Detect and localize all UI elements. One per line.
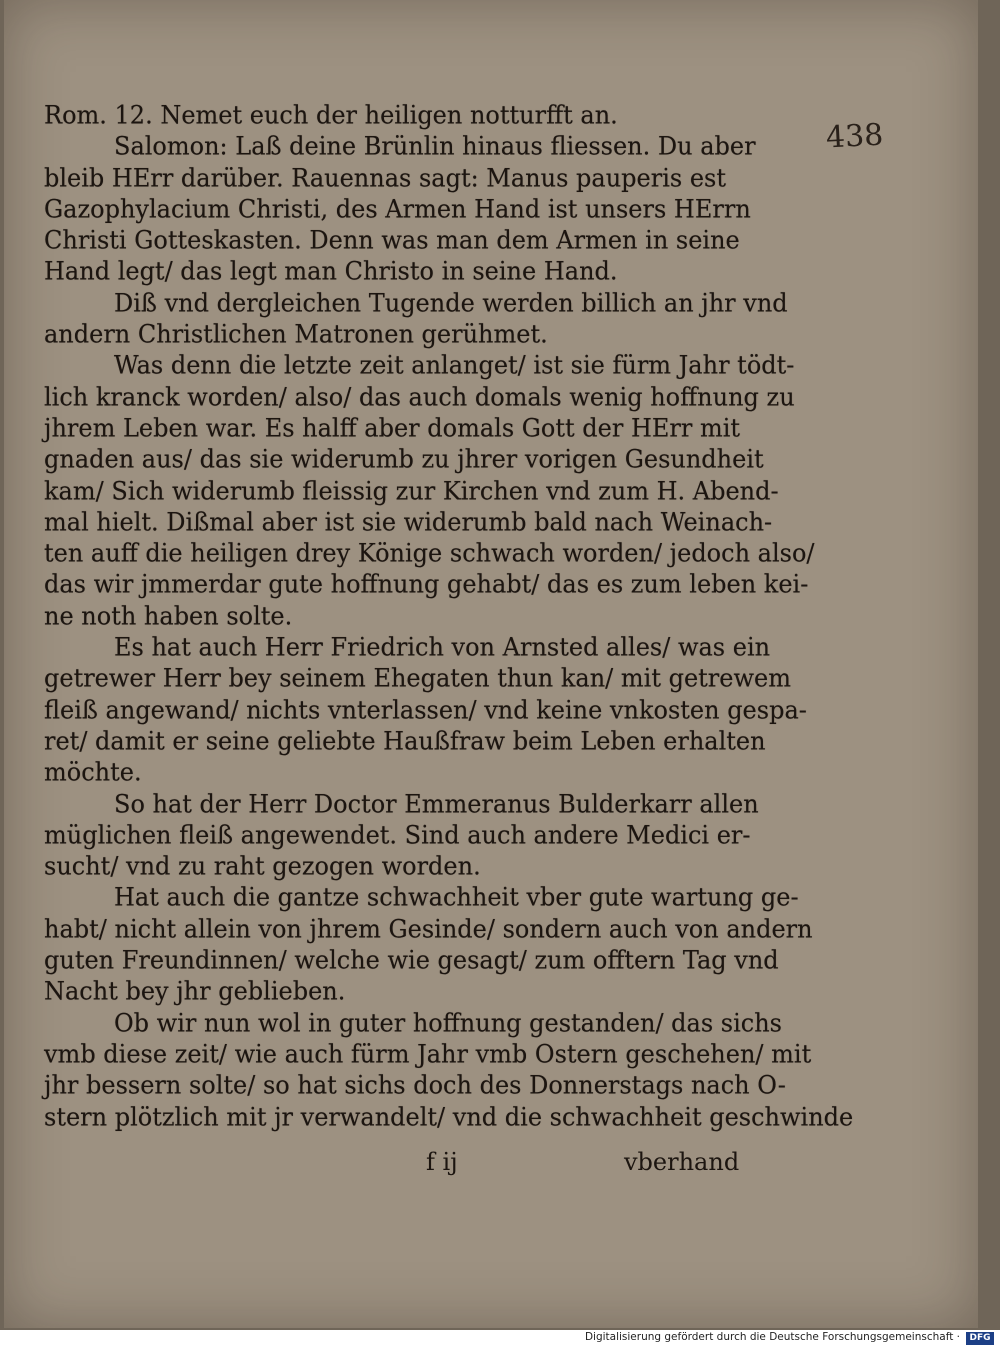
text-line: Rom. 12. Nemet euch der heiligen notturfft an.	[44, 100, 618, 130]
text-line: Gazophylacium Christi, des Armen Hand ist unsers HErrn	[44, 194, 751, 224]
text-line: Hat auch die gantze schwachheit vber gute wartung ge-	[114, 882, 799, 913]
text-line: mal hielt. Dißmal aber ist sie widerumb bald nach Weinach-	[44, 507, 773, 537]
funding-notice: Digitalisierung gefördert durch die Deutsche Forschungsgemeinschaft ·	[584, 1331, 960, 1343]
text-line: andern Christlichen Matronen gerühmet.	[44, 319, 548, 349]
text-line: getrewer Herr bey seinem Ehegaten thun kan/ mit getrewem	[44, 663, 791, 694]
text-line: Was denn die letzte zeit anlanget/ ist sie fürm Jahr tödt-	[114, 350, 795, 381]
text-line: vmb diese zeit/ wie auch fürm Jahr vmb Ostern geschehen/ mit	[44, 1039, 812, 1069]
text-line: müglichen fleiß angewendet. Sind auch andere Medici er-	[44, 820, 751, 850]
text-line: Hand legt/ das legt man Christo in seine Hand.	[44, 256, 618, 287]
text-line: kam/ Sich widerumb fleissig zur Kirchen vnd zum H. Abend-	[44, 475, 779, 506]
text-line: ret/ damit er seine geliebte Haußfraw beim Leben erhalten	[44, 726, 766, 756]
text-line: guten Freundinnen/ welche wie gesagt/ zum offtern Tag vnd	[44, 945, 779, 975]
text-line: Nacht bey jhr geblieben.	[44, 976, 346, 1006]
catchword: vberhand	[624, 1148, 740, 1176]
text-line: fleiß angewand/ nichts vnterlassen/ vnd keine vnkosten gespa-	[44, 694, 807, 725]
text-line: jhr bessern solte/ so hat sichs doch des Donnerstags nach O-	[44, 1070, 786, 1100]
text-line: das wir jmmerdar gute hoffnung gehabt/ das es zum leben kei-	[44, 569, 809, 600]
text-line: Ob wir nun wol in guter hoffnung gestanden/ das sichs	[114, 1007, 782, 1038]
text-line: Es hat auch Herr Friedrich von Arnsted alles/ was ein	[114, 632, 771, 662]
text-line: Diß vnd dergleichen Tugende werden billich an jhr vnd	[114, 288, 788, 318]
text-line: gnaden aus/ das sie widerumb zu jhrer vorigen Gesundheit	[44, 444, 764, 474]
text-line: möchte.	[44, 757, 142, 787]
book-page	[4, 0, 978, 1328]
text-line: Salomon: Laß deine Brünlin hinaus fliessen. Du aber	[114, 131, 756, 161]
text-line: ten auff die heiligen drey Könige schwach worden/ jedoch also/	[44, 538, 815, 568]
page-number: 438	[825, 117, 885, 156]
dfg-logo: DFG	[966, 1332, 994, 1345]
page-text	[44, 100, 854, 1133]
text-line: jhrem Leben war. Es halff aber domals Gott der HErr mit	[44, 413, 741, 443]
text-line: lich kranck worden/ also/ das auch domals wenig hoffnung zu	[44, 381, 795, 412]
text-line: bleib HErr darüber. Rauennas sagt: Manus pauperis est	[44, 162, 726, 193]
text-line: So hat der Herr Doctor Emmeranus Bulderkarr allen	[114, 788, 759, 819]
text-line: ne noth haben solte.	[44, 601, 293, 631]
signature-mark: f ij	[426, 1148, 458, 1176]
text-line: stern plötzlich mit jr verwandelt/ vnd die schwachheit geschwinde	[44, 1101, 854, 1132]
footer-bar	[0, 1330, 1000, 1348]
text-line: Christi Gotteskasten. Denn was man dem Armen in seine	[44, 225, 740, 255]
text-line: sucht/ vnd zu raht gezogen worden.	[44, 851, 481, 881]
text-line: habt/ nicht allein von jhrem Gesinde/ sondern auch von andern	[44, 913, 813, 944]
